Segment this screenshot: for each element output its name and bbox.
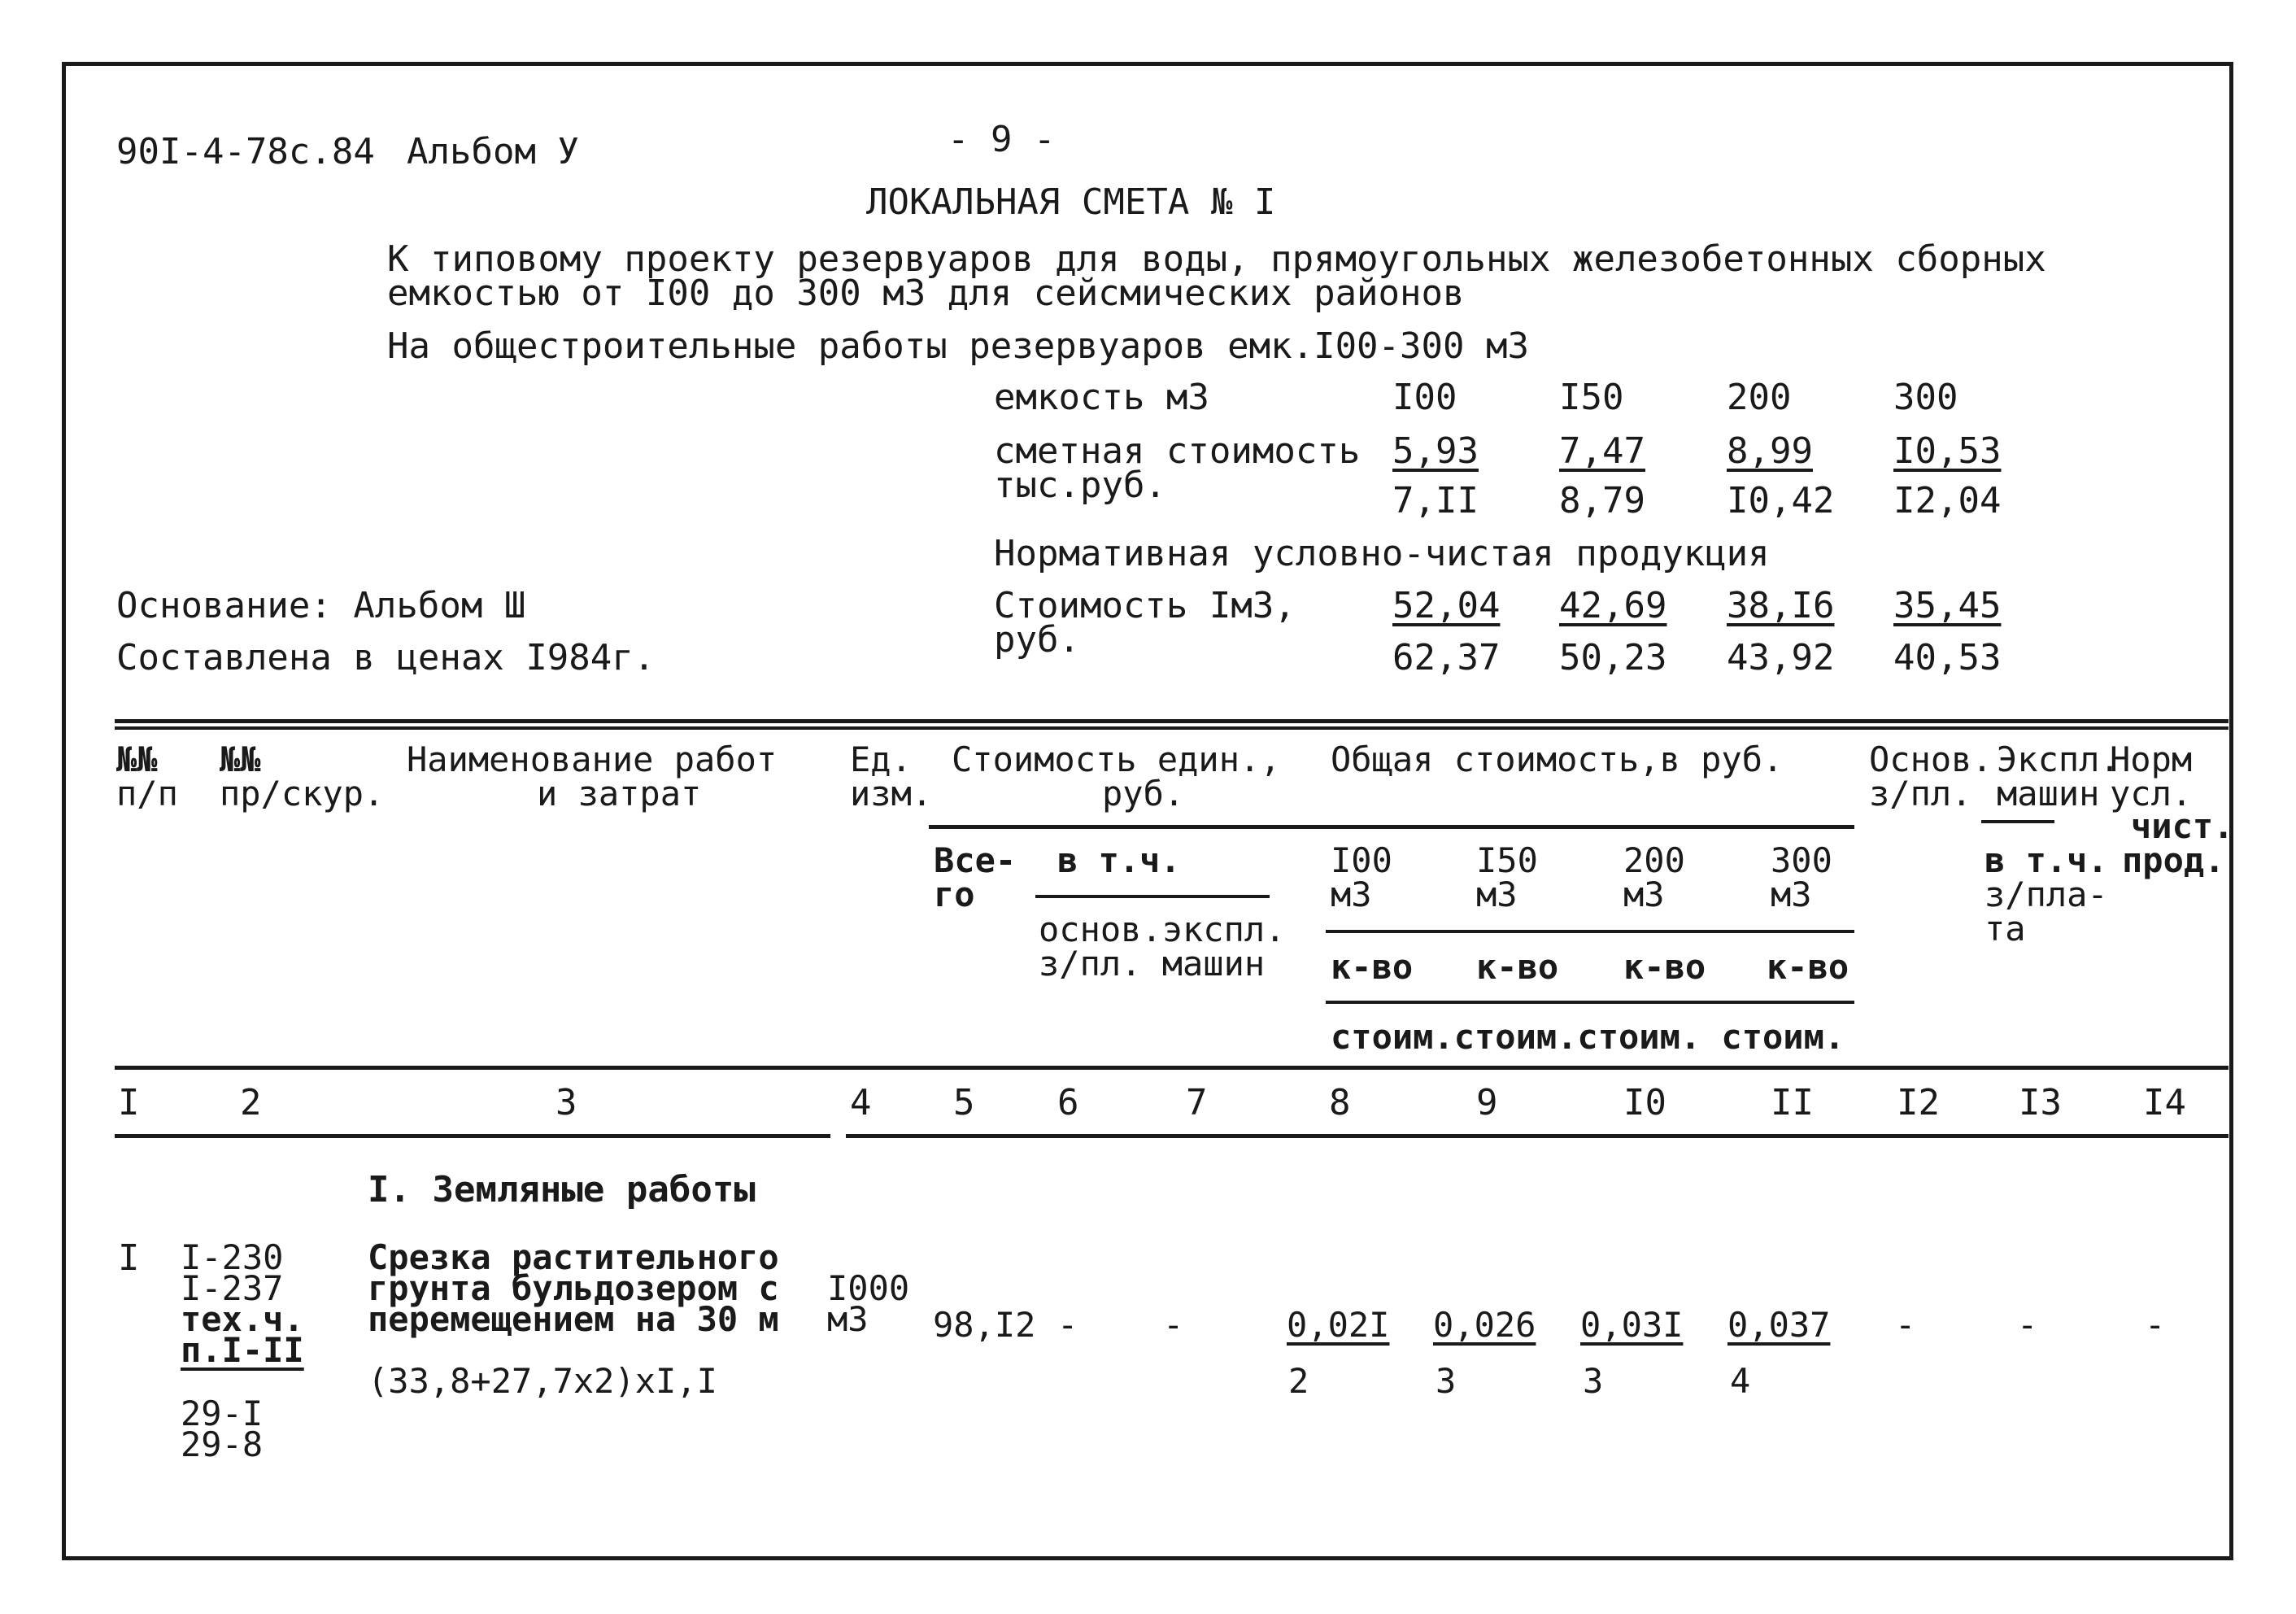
unit-cost-header-a: Стоимость един., — [952, 739, 1281, 779]
qty-header-200: к-во — [1623, 947, 1706, 987]
col14-header-c: чист. — [2131, 806, 2234, 846]
row1-cost-300: 4 — [1730, 1361, 1751, 1401]
total-all-header-a: Все- — [934, 840, 1017, 880]
vol-100-header-b: м3 — [1331, 875, 1372, 914]
capacity-100: I00 — [1392, 377, 1457, 418]
col14-header-b: усл. — [2110, 774, 2193, 814]
header-bottom-rule — [115, 1066, 2228, 1070]
unit-bottom-150: 50,23 — [1559, 637, 1667, 678]
row1-col14: - — [2145, 1305, 2166, 1345]
subtitle-line-1: К типовому проекту резервуаров для воды, прямоугольных железобетонных сборных — [387, 238, 2046, 280]
unit-top-150: 42,69 — [1559, 585, 1667, 626]
total-all-header-b: го — [934, 875, 975, 914]
unit-cost-header-b: руб. — [1102, 774, 1185, 814]
col12-header-b: з/пл. — [1869, 774, 1972, 814]
vol-300-header-b: м3 — [1771, 875, 1812, 914]
row1-code-2: I-237 — [181, 1268, 284, 1308]
row1-code-6: 29-8 — [181, 1424, 264, 1464]
cost-bottom-300: I2,04 — [1893, 480, 2002, 521]
row1-name-1: Срезка растительного — [368, 1237, 779, 1277]
row1-machine: - — [1163, 1305, 1184, 1345]
col3-header-b: и затрат — [537, 774, 702, 814]
col-number-9: 9 — [1476, 1082, 1498, 1123]
cost-label-2: тыс.руб. — [994, 465, 1166, 506]
cost-bottom-150: 8,79 — [1559, 480, 1645, 521]
incl-header: в т.ч. — [1057, 840, 1181, 880]
incl-divider — [1035, 895, 1270, 898]
vol-200-header-b: м3 — [1623, 875, 1665, 914]
row1-qty-300: 0,037 — [1727, 1305, 1831, 1345]
col-number-14: I4 — [2143, 1082, 2186, 1123]
col2-header-b: пр/скур. — [220, 774, 385, 814]
col4-header-a: Ед. — [850, 739, 912, 779]
row1-cost-100: 2 — [1288, 1361, 1309, 1401]
unit-cost-divider — [929, 825, 1854, 829]
col-number-8: 8 — [1329, 1082, 1351, 1123]
unit-cost-label-2: руб. — [994, 619, 1080, 661]
row1-cost-150: 3 — [1436, 1361, 1457, 1401]
document-code: 90I-4-78c.84 — [116, 131, 375, 172]
incl-sub-header-b: з/пл. машин — [1039, 944, 1266, 984]
album-label: Альбом У — [407, 131, 579, 172]
col14-header-a: Норм — [2110, 739, 2193, 779]
cost-header-row: стоим.стоим.стоим. стоим. — [1331, 1017, 1845, 1057]
col13-header-e: та — [1984, 909, 2026, 949]
col-number-3: 3 — [555, 1082, 577, 1123]
row1-unit-1: I000 — [827, 1268, 910, 1308]
col13-header-c: в т.ч. — [1984, 840, 2108, 880]
row1-name-4: (33,8+27,7x2)xI,I — [368, 1361, 717, 1401]
row1-name-2: грунта бульдозером с — [368, 1268, 779, 1308]
table-top-rule — [115, 719, 2228, 723]
unit-bottom-200: 43,92 — [1727, 637, 1835, 678]
qty-divider — [1326, 1001, 1854, 1004]
row1-code-1: I-230 — [181, 1237, 284, 1277]
col-number-11: II — [1771, 1082, 1814, 1123]
row1-col13: - — [2017, 1305, 2038, 1345]
machine-divider — [1981, 820, 2054, 823]
capacity-label: емкость м3 — [994, 377, 1209, 418]
capacity-200: 200 — [1727, 377, 1792, 418]
cost-bottom-100: 7,II — [1392, 480, 1479, 521]
col-number-13: I3 — [2019, 1082, 2062, 1123]
row1-cost-200: 3 — [1583, 1361, 1604, 1401]
col-number-10: I0 — [1623, 1082, 1666, 1123]
basis-line: Основание: Альбом Ш — [116, 585, 526, 626]
cost-top-300: I0,53 — [1893, 430, 2002, 472]
col1-header-a: №№ — [116, 739, 158, 779]
row1-unit-2: м3 — [827, 1299, 869, 1339]
col4-header-b: изм. — [850, 774, 933, 814]
capacity-150: I50 — [1559, 377, 1624, 418]
col1-header-b: п/п — [116, 774, 178, 814]
col13-header-b: машин — [1997, 774, 2100, 814]
row1-number: I — [118, 1237, 140, 1279]
vol-100-header-a: I00 — [1331, 840, 1392, 880]
col13-header-a: Экспл. — [1997, 739, 2120, 779]
page-number: - 9 - — [948, 119, 1056, 160]
cost-label-1: сметная стоимость — [994, 430, 1361, 472]
col-number-1: I — [118, 1082, 140, 1123]
qty-header-150: к-во — [1476, 947, 1559, 987]
vol-300-header-a: 300 — [1771, 840, 1832, 880]
cost-top-200: 8,99 — [1727, 430, 1813, 472]
unit-bottom-300: 40,53 — [1893, 637, 2002, 678]
row1-wage: - — [1057, 1305, 1078, 1345]
total-cost-header: Общая стоимость,в руб. — [1331, 739, 1784, 779]
vol-200-header-a: 200 — [1623, 840, 1685, 880]
qty-header-300: к-во — [1767, 947, 1849, 987]
numbers-rule-left — [115, 1134, 830, 1138]
subtitle-line-2: емкостью от I00 до 300 м3 для сейсмических районов — [387, 273, 1465, 314]
capacity-300: 300 — [1893, 377, 1958, 418]
row1-qty-150: 0,026 — [1433, 1305, 1536, 1345]
col-number-12: I2 — [1897, 1082, 1940, 1123]
unit-top-200: 38,I6 — [1727, 585, 1835, 626]
vol-150-header-b: м3 — [1476, 875, 1518, 914]
table-top-rule-2 — [115, 726, 2228, 730]
row1-code-4: п.I-II — [181, 1330, 304, 1370]
row1-qty-100: 0,02I — [1287, 1305, 1390, 1345]
row1-col12: - — [1895, 1305, 1916, 1345]
cost-top-100: 5,93 — [1392, 430, 1479, 472]
row1-code-5: 29-I — [181, 1394, 264, 1433]
qty-header-100: к-во — [1331, 947, 1414, 987]
col14-header-d: прод. — [2122, 840, 2225, 880]
page-title: ЛОКАЛЬНАЯ СМЕТА № I — [866, 181, 1276, 223]
volume-divider — [1326, 930, 1854, 933]
row1-code-3: тех.ч. — [181, 1299, 304, 1339]
col-number-2: 2 — [240, 1082, 262, 1123]
row1-total: 98,I2 — [933, 1305, 1036, 1345]
incl-sub-header-a: основ.экспл. — [1039, 910, 1286, 949]
prices-line: Составлена в ценах I984г. — [116, 637, 656, 678]
col-number-5: 5 — [953, 1082, 975, 1123]
row1-qty-200: 0,03I — [1580, 1305, 1684, 1345]
col-number-4: 4 — [850, 1082, 872, 1123]
scope-line: На общестроительные работы резервуаров емк.I00-300 м3 — [387, 325, 1529, 367]
row1-name-3: перемещением на 30 м — [368, 1299, 779, 1339]
vol-150-header-a: I50 — [1476, 840, 1538, 880]
cost-bottom-200: I0,42 — [1727, 480, 1835, 521]
cost-top-150: 7,47 — [1559, 430, 1645, 472]
unit-cost-label-1: Стоимость Iм3, — [994, 585, 1296, 626]
col-number-6: 6 — [1057, 1082, 1079, 1123]
col12-header-a: Оснoв. — [1869, 739, 1993, 779]
numbers-rule-right — [846, 1134, 2228, 1138]
col3-header-a: Наименование работ — [407, 739, 778, 779]
norm-production-label: Нормативная условно-чистая продукция — [994, 533, 1770, 574]
col-number-7: 7 — [1186, 1082, 1208, 1123]
col13-header-d: з/пла- — [1984, 875, 2108, 914]
col2-header-a: №№ — [220, 739, 261, 779]
unit-top-300: 35,45 — [1893, 585, 2002, 626]
unit-top-100: 52,04 — [1392, 585, 1501, 626]
unit-bottom-100: 62,37 — [1392, 637, 1501, 678]
section-title: I. Земляные работы — [368, 1169, 756, 1210]
